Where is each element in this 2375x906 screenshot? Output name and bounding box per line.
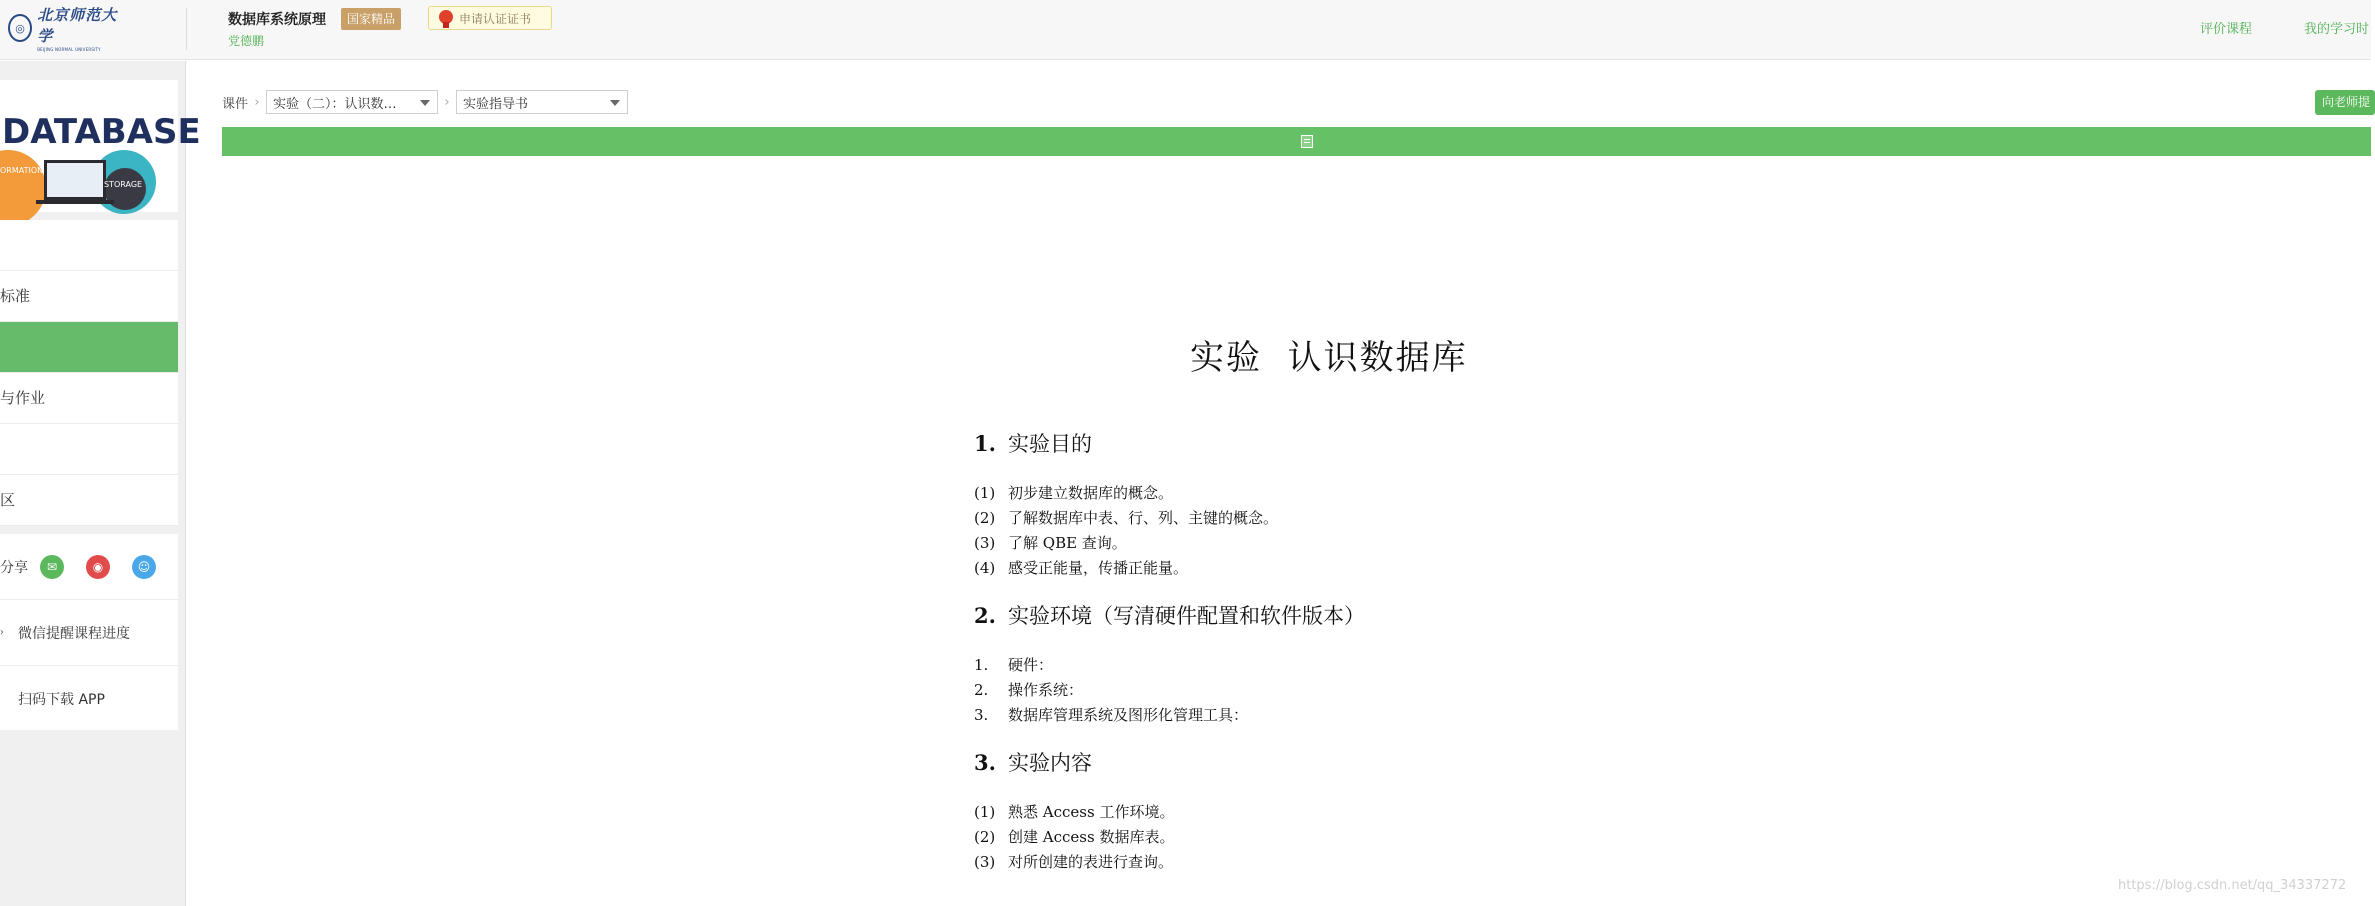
document-toolbar — [222, 127, 2371, 156]
list-item — [974, 851, 1173, 872]
menu-item-courseware-active[interactable] — [0, 322, 178, 373]
list-text: 创建 Access 数据库表。 — [1008, 828, 1175, 846]
document-icon[interactable] — [1301, 135, 1313, 148]
list-item — [974, 654, 1053, 675]
breadcrumb — [222, 90, 628, 114]
menu-item-homework[interactable]: 与作业 — [0, 373, 178, 424]
document-title: 实验 认识数据库 — [1190, 338, 1468, 378]
course-menu — [0, 220, 178, 526]
list-index: (3) — [974, 534, 996, 552]
list-item — [974, 826, 1174, 847]
breadcrumb-root[interactable]: 课件 — [222, 96, 249, 112]
list-index: (3) — [974, 853, 996, 871]
list-text: 数据库管理系统及图形化管理工具： — [1008, 706, 1249, 724]
list-item — [974, 532, 1127, 553]
top-header — [0, 0, 2371, 60]
share-panel — [0, 534, 178, 730]
menu-item-1[interactable] — [0, 220, 178, 271]
menu-item-5[interactable] — [0, 424, 178, 475]
logo-english-name: BEIJING NORMAL UNIVERSITY — [37, 47, 101, 52]
blog-watermark: https://blog.csdn.net/qq_34337272 — [2118, 878, 2347, 893]
section-number: 2. — [974, 603, 996, 628]
list-index: (2) — [974, 828, 996, 846]
logo-text — [37, 4, 118, 52]
medal-icon — [439, 8, 453, 28]
chapter-select[interactable] — [266, 90, 438, 114]
national-quality-badge: 国家精品 — [341, 8, 401, 30]
list-text: 了解 QBE 查询。 — [1008, 534, 1127, 552]
section-title: 实验内容 — [1008, 751, 1092, 775]
section-number: 3. — [974, 750, 996, 775]
header-divider — [186, 8, 187, 50]
chapter-select-value: 实验（二）：认识数… — [273, 96, 397, 112]
evaluate-course-link[interactable]: 评价课程 — [2200, 22, 2253, 37]
course-title: 数据库系统原理 — [228, 12, 326, 28]
list-text: 熟悉 Access 工作环境。 — [1008, 803, 1175, 821]
section-heading — [974, 747, 1092, 777]
list-index: (1) — [974, 803, 996, 821]
list-text: 操作系统： — [1008, 681, 1084, 699]
section-number: 1. — [974, 431, 996, 456]
wechat-remind-label: 微信提醒课程进度 — [18, 625, 130, 642]
menu-item-standard[interactable]: 标准 — [0, 271, 178, 322]
wechat-remind-link[interactable] — [0, 600, 178, 666]
my-learning-link[interactable]: 我的学习时 — [2304, 22, 2370, 37]
share-label: 分享 — [0, 559, 28, 576]
list-item — [974, 507, 1278, 528]
list-item — [974, 679, 1083, 700]
cover-title: DATABASE — [2, 112, 201, 152]
list-index: (4) — [974, 559, 996, 577]
chevron-right-icon: › — [0, 627, 4, 638]
list-item — [974, 482, 1173, 503]
teacher-name-link[interactable]: 党德鹏 — [228, 34, 265, 48]
list-index: 1. — [974, 656, 989, 674]
cover-laptop-base — [36, 200, 114, 204]
university-seal-icon: ◎ — [8, 14, 32, 42]
document-select-value: 实验指导书 — [463, 96, 529, 112]
cover-laptop-icon — [44, 160, 106, 200]
chevron-down-icon — [420, 100, 430, 106]
cover-information-text: ORMATION — [0, 166, 44, 175]
section-heading — [974, 600, 1365, 630]
section-heading — [974, 428, 1092, 458]
document-select[interactable] — [456, 90, 628, 114]
ask-teacher-button[interactable]: 向老师提 — [2315, 90, 2375, 115]
list-text: 感受正能量，传播正能量。 — [1008, 559, 1189, 577]
list-item — [974, 704, 1248, 725]
list-item — [974, 557, 1188, 578]
chevron-down-icon — [610, 100, 620, 106]
app-download-link[interactable] — [0, 666, 178, 732]
chevron-right-icon: › — [254, 94, 260, 110]
list-text: 初步建立数据库的概念。 — [1008, 484, 1174, 502]
apply-certificate-label: 申请认证证书 — [459, 11, 532, 26]
list-text: 对所创建的表进行查询。 — [1008, 853, 1174, 871]
apply-certificate-button[interactable] — [428, 6, 552, 30]
list-index: (2) — [974, 509, 996, 527]
menu-item-forum[interactable]: 区 — [0, 475, 178, 526]
section-title: 实验目的 — [1008, 432, 1092, 456]
list-text: 硬件： — [1008, 656, 1054, 674]
list-item — [974, 801, 1174, 822]
logo-chinese-name: 北京师范大学 — [37, 6, 118, 45]
cover-storage-text: STORAGE — [104, 180, 143, 189]
list-text: 了解数据库中表、行、列、主键的概念。 — [1008, 509, 1279, 527]
wechat-share-icon[interactable]: ✉ — [40, 555, 64, 579]
weibo-share-icon[interactable]: ◉ — [86, 555, 110, 579]
list-index: 2. — [974, 681, 989, 699]
app-download-label: 扫码下载 APP — [18, 692, 105, 708]
chevron-right-icon: › — [444, 94, 450, 110]
qq-share-icon[interactable]: ☺ — [132, 555, 156, 579]
section-title: 实验环境（写清硬件配置和软件版本） — [1008, 604, 1365, 628]
share-row — [0, 534, 178, 600]
list-index: (1) — [974, 484, 996, 502]
university-logo[interactable] — [8, 6, 118, 52]
course-cover-image — [0, 80, 201, 212]
list-index: 3. — [974, 706, 989, 724]
